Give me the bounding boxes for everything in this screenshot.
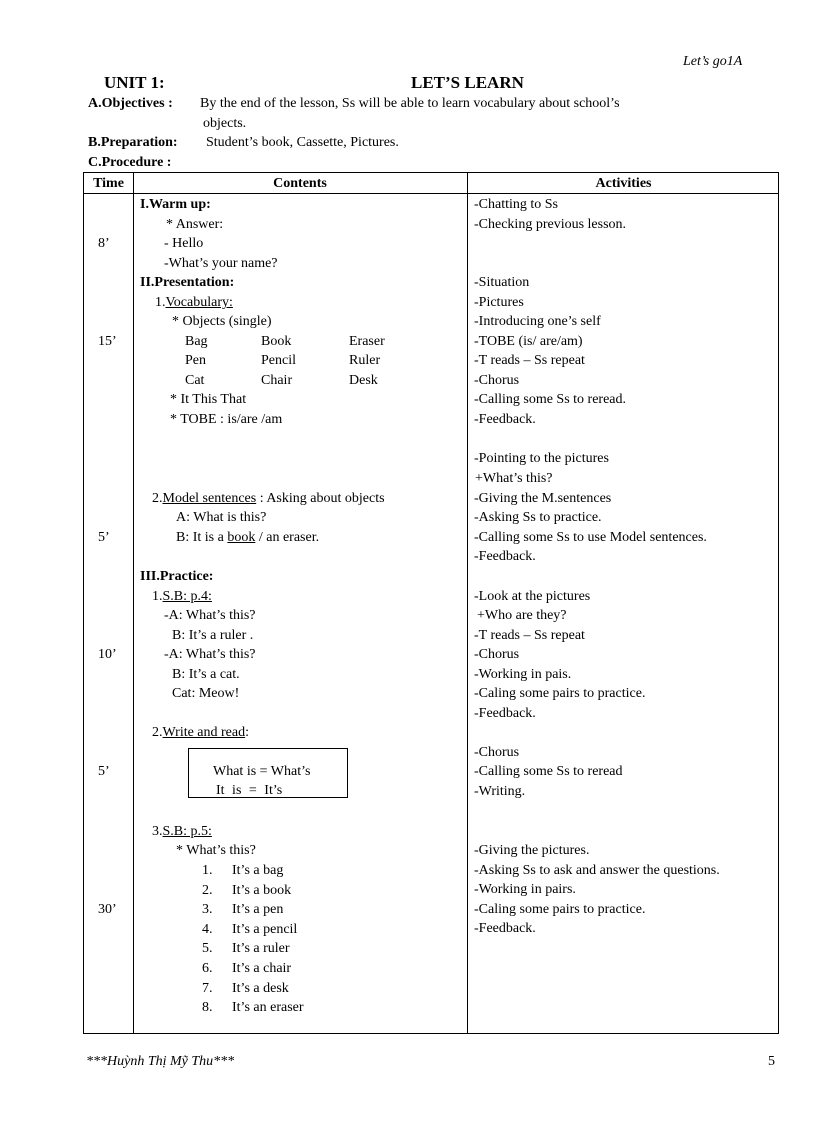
activity-line: -Pictures — [474, 295, 524, 310]
activity-line: -Look at the pictures — [474, 589, 591, 604]
column-divider — [467, 173, 468, 1033]
content-line: * TOBE : is/are /am — [170, 412, 283, 427]
time-cell: 30’ — [98, 902, 117, 917]
activity-line: -Giving the pictures. — [474, 843, 590, 858]
activity-line: -Feedback. — [474, 412, 536, 427]
time-cell: 8’ — [98, 236, 110, 251]
activity-line: -Calling some Ss to use Model sentences. — [474, 530, 707, 545]
content-line: * Answer: — [166, 217, 224, 232]
content-line: -A: What’s this? — [164, 608, 256, 623]
preparation-label: B.Preparation: — [88, 135, 178, 150]
list-item: It’s an eraser — [232, 1000, 304, 1016]
activity-line: -T reads – Ss repeat — [474, 628, 585, 643]
content-line: -A: What’s this? — [164, 647, 256, 662]
activity-line: -Working in pais. — [474, 667, 572, 682]
list-number: 5. — [202, 941, 213, 957]
running-header: Let’s go1A — [683, 54, 743, 69]
activity-line: -Asking Ss to ask and answer the questions. — [474, 863, 720, 878]
content-line: Cat: Meow! — [172, 686, 240, 701]
content-line: A: What is this? — [176, 510, 267, 525]
column-divider — [133, 173, 134, 1033]
model-sentences-heading — [152, 489, 385, 508]
list-number: 7. — [202, 980, 213, 996]
time-cell: 5’ — [98, 530, 110, 545]
time-cell: 5’ — [98, 764, 110, 779]
list-number: 2. — [202, 882, 213, 898]
list-number: 4. — [202, 921, 213, 937]
activity-line: -Working in pairs. — [474, 882, 576, 897]
vocab-word: Eraser — [349, 334, 385, 349]
sb4-label: S.B: p.4: — [162, 589, 212, 604]
time-cell: 15’ — [98, 334, 117, 349]
content-line: * It This That — [170, 392, 247, 407]
list-item: It’s a book — [232, 882, 292, 898]
list-number: 3. — [202, 902, 213, 918]
activity-line: -Asking Ss to practice. — [474, 510, 602, 525]
list-number: 1. — [202, 863, 213, 878]
activity-line: -Feedback. — [474, 549, 536, 564]
page-number: 5 — [768, 1054, 775, 1069]
vocab-word: Ruler — [349, 353, 381, 368]
model-label: Model sentences — [162, 491, 257, 506]
activity-line: -Giving the M.sentences — [474, 491, 612, 506]
sb5-heading — [152, 822, 212, 841]
list-item: It’s a chair — [232, 961, 292, 976]
activity-line: -Feedback. — [474, 921, 536, 936]
activity-line: -Pointing to the pictures — [474, 451, 609, 466]
activity-line: -Chorus — [474, 745, 520, 760]
vocab-word: Pen — [185, 353, 206, 368]
activity-line: -Caling some pairs to practice. — [474, 686, 646, 701]
activity-line: -Chorus — [474, 373, 520, 388]
content-line: * Objects (single) — [172, 314, 272, 329]
sb5-number: 3. — [152, 824, 163, 839]
vocabulary-number: 1. — [155, 295, 166, 310]
sb5-label: S.B: p.5: — [162, 824, 212, 839]
write-read-label: Write and read — [162, 725, 246, 740]
activity-line: -TOBE (is/ are/am) — [474, 334, 583, 349]
activity-line: -Situation — [474, 275, 530, 290]
contraction-line: It is = It’s — [216, 783, 283, 798]
preparation-text: Student’s book, Cassette, Pictures. — [206, 135, 399, 150]
model-answer — [176, 528, 319, 547]
model-description: : Asking about objects — [259, 491, 385, 506]
vocab-word: Desk — [349, 373, 378, 388]
objectives-label: A.Objectives : — [88, 96, 173, 111]
activity-line: -Chatting to Ss — [474, 197, 559, 212]
activity-line: -Checking previous lesson. — [474, 217, 627, 232]
section-practice: III.Practice: — [140, 569, 214, 584]
content-line: * What’s this? — [176, 843, 256, 858]
vocab-word: Pencil — [261, 353, 296, 368]
vocab-word: Bag — [185, 334, 208, 349]
section-presentation: II.Presentation: — [140, 275, 235, 290]
header-contents: Contents — [273, 176, 327, 191]
activity-line: -Calling some Ss to reread. — [474, 392, 627, 407]
header-divider — [84, 193, 778, 194]
vocabulary-label: Vocabulary: — [165, 295, 233, 310]
unit-label: UNIT 1: — [104, 73, 165, 92]
vocabulary-heading — [155, 293, 233, 312]
model-number: 2. — [152, 491, 163, 506]
author-footer: ***Huỳnh Thị Mỹ Thu*** — [86, 1054, 235, 1069]
vocab-word: Chair — [261, 373, 293, 388]
activity-line: -Caling some pairs to practice. — [474, 902, 646, 917]
content-line: B: It’s a cat. — [172, 667, 240, 682]
header-activities: Activities — [595, 176, 652, 191]
time-cell: 10’ — [98, 647, 117, 662]
content-line: B: It’s a ruler . — [172, 628, 254, 643]
activity-line: +Who are they? — [477, 608, 567, 623]
activity-line: -Chorus — [474, 647, 520, 662]
model-answer-start: B: It is a — [176, 530, 224, 545]
procedure-label: C.Procedure : — [88, 155, 172, 170]
sb4-number: 1. — [152, 589, 163, 604]
list-item: It’s a bag — [232, 863, 284, 878]
activity-line: -Feedback. — [474, 706, 536, 721]
contraction-box — [188, 748, 348, 798]
list-item: It’s a ruler — [232, 941, 290, 957]
model-answer-end: / an eraser. — [258, 530, 320, 545]
activity-line: -Writing. — [474, 784, 526, 799]
activity-line: -Calling some Ss to reread — [474, 764, 623, 779]
sb4-heading — [152, 587, 212, 606]
content-line: - Hello — [164, 236, 204, 251]
content-line: -What’s your name? — [164, 256, 278, 271]
list-number: 6. — [202, 961, 213, 976]
list-item: It’s a pen — [232, 902, 284, 918]
write-read-number: 2. — [152, 725, 163, 740]
write-read-colon: : — [245, 725, 250, 740]
activity-line: -T reads – Ss repeat — [474, 353, 585, 368]
activity-line: +What’s this? — [475, 471, 553, 486]
objectives-text-line2: objects. — [203, 116, 247, 131]
list-item: It’s a pencil — [232, 921, 298, 937]
page-title: LET’S LEARN — [411, 73, 524, 92]
contraction-line: What is = What’s — [213, 764, 311, 779]
model-answer-book: book — [227, 530, 256, 545]
lesson-table — [83, 172, 779, 1034]
vocab-word: Cat — [185, 373, 205, 388]
activity-line: -Introducing one’s self — [474, 314, 601, 329]
write-read-heading — [152, 723, 249, 742]
list-item: It’s a desk — [232, 980, 289, 996]
vocab-word: Book — [261, 334, 292, 349]
objectives-text-line1: By the end of the lesson, Ss will be able to learn vocabulary about school’s — [200, 96, 620, 111]
header-time: Time — [93, 176, 124, 191]
list-number: 8. — [202, 1000, 213, 1016]
section-warm-up: I.Warm up: — [140, 197, 211, 212]
